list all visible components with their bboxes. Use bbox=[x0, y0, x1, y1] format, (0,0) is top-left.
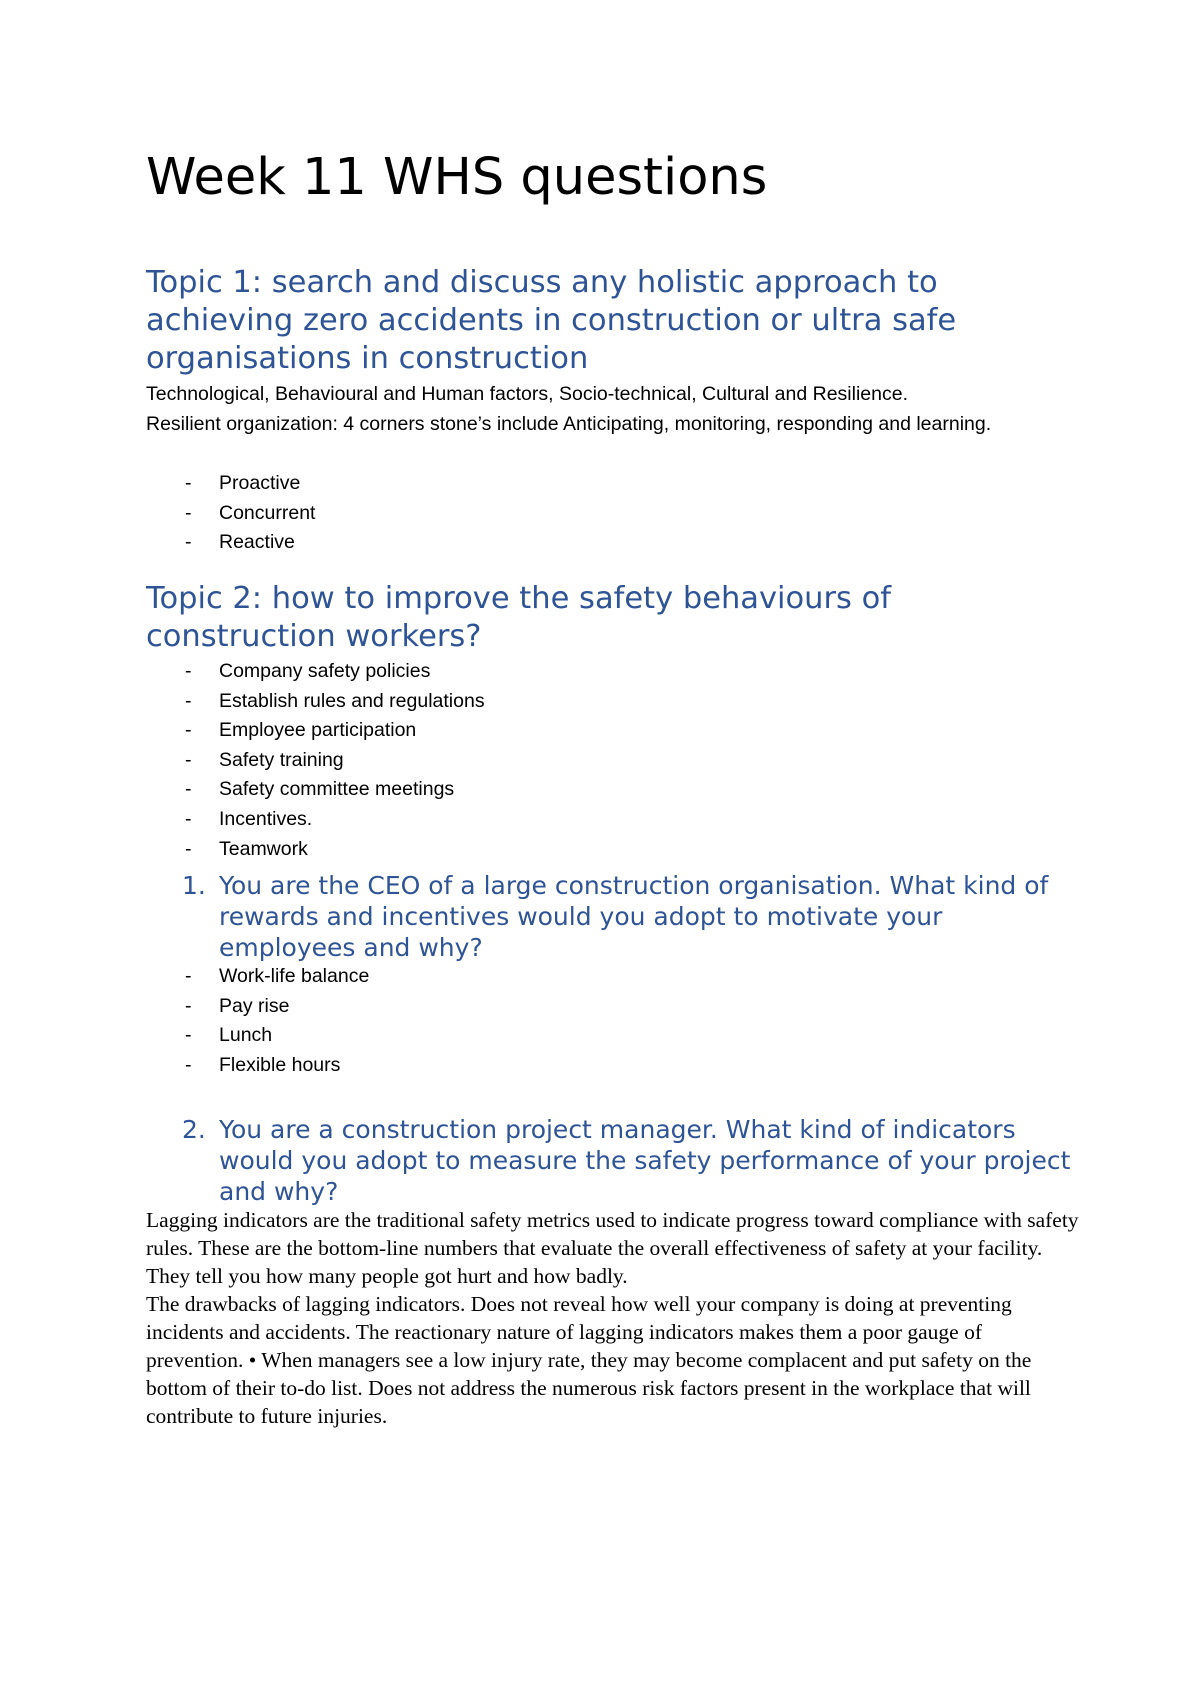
list-item-text: Flexible hours bbox=[219, 1053, 341, 1076]
bullet-dash: - bbox=[185, 660, 192, 682]
topic2-bullet-list bbox=[146, 657, 485, 864]
list-item-text: Establish rules and regulations bbox=[219, 689, 485, 712]
question1-text: You are the CEO of a large construction organisation. What kind of rewards and incentives would you adopt to motivate your employees and why? bbox=[219, 871, 1049, 962]
topic1-paragraph-line2: Resilient organization: 4 corners stone’s include Anticipating, monitoring, responding and learning. bbox=[146, 412, 992, 435]
bullet-dash: - bbox=[185, 1024, 192, 1047]
topic1-heading: Topic 1: search and discuss any holistic approach to achieving zero accidents in construction or ultra safe organisations in construction bbox=[146, 265, 957, 376]
list-item bbox=[146, 1051, 369, 1081]
question2-number: 2. bbox=[182, 1115, 206, 1144]
question2-answer bbox=[146, 1206, 1081, 1430]
list-item-text: Concurrent bbox=[219, 501, 316, 524]
bullet-dash: - bbox=[185, 748, 192, 771]
topic2-heading: Topic 2: how to improve the safety behaviours of construction workers? bbox=[146, 581, 892, 654]
topic1-paragraph-line1: Technological, Behavioural and Human factors, Socio-technical, Cultural and Resilience. bbox=[146, 383, 908, 405]
list-item-text: Teamwork bbox=[219, 837, 308, 860]
bullet-dash: - bbox=[185, 689, 192, 712]
list-item bbox=[146, 805, 485, 835]
list-item-text: Safety training bbox=[219, 748, 344, 771]
bullet-dash: - bbox=[185, 965, 192, 987]
bullet-dash: - bbox=[185, 501, 192, 524]
bullet-dash: - bbox=[185, 472, 192, 494]
list-item-text: Lunch bbox=[219, 1024, 273, 1047]
list-item-text: Pay rise bbox=[219, 994, 290, 1017]
list-item bbox=[146, 835, 485, 865]
list-item-text: Incentives. bbox=[219, 807, 313, 830]
question1-heading bbox=[146, 870, 1086, 963]
list-item bbox=[146, 1021, 369, 1051]
topic1-bullet-list bbox=[146, 469, 315, 558]
question2-heading bbox=[146, 1114, 1086, 1207]
list-item-text: Employee participation bbox=[219, 719, 417, 742]
bullet-dash: - bbox=[185, 994, 192, 1017]
list-item bbox=[146, 962, 369, 992]
list-item-text: Safety committee meetings bbox=[219, 778, 455, 801]
bullet-dash: - bbox=[185, 837, 192, 860]
list-item bbox=[146, 469, 315, 499]
question1-number: 1. bbox=[182, 871, 206, 900]
list-item bbox=[146, 657, 485, 687]
list-item bbox=[146, 499, 315, 529]
question2-paragraph1: Lagging indicators are the traditional safety metrics used to indicate progress toward compliance with safety rules. These are the bottom-line numbers that evaluate the overall effectiveness of safety at your facility. They tell you how many people got hurt and how badly. bbox=[146, 1208, 1079, 1288]
bullet-dash: - bbox=[185, 531, 192, 554]
bullet-dash: - bbox=[185, 1053, 192, 1076]
list-item bbox=[146, 716, 485, 746]
list-item bbox=[146, 528, 315, 558]
question2-text: You are a construction project manager. What kind of indicators would you adopt to measure the safety performance of your project and why? bbox=[219, 1115, 1071, 1206]
bullet-dash: - bbox=[185, 719, 192, 742]
list-item-text: Work-life balance bbox=[219, 965, 370, 987]
list-item-text: Reactive bbox=[219, 531, 295, 554]
list-item-text: Company safety policies bbox=[219, 660, 431, 682]
list-item-text: Proactive bbox=[219, 472, 301, 494]
question1-bullet-list bbox=[146, 962, 369, 1080]
list-item bbox=[146, 992, 369, 1022]
bullet-dash: - bbox=[185, 778, 192, 801]
bullet-dash: - bbox=[185, 807, 192, 830]
list-item bbox=[146, 775, 485, 805]
list-item bbox=[146, 687, 485, 717]
question2-paragraph2: The drawbacks of lagging indicators. Does not reveal how well your company is doing at preventing incidents and accidents. The reactionary nature of lagging indicators makes them a poor gauge of prevention. • When managers see a low injury rate, they may become complacent and put safety on the bottom of their to-do list. Does not address the numerous risk factors present in the workplace that will contribute to future injuries. bbox=[146, 1292, 1032, 1428]
topic1-paragraph bbox=[146, 380, 1056, 439]
document-title: Week 11 WHS questions bbox=[146, 148, 768, 207]
list-item bbox=[146, 746, 485, 776]
